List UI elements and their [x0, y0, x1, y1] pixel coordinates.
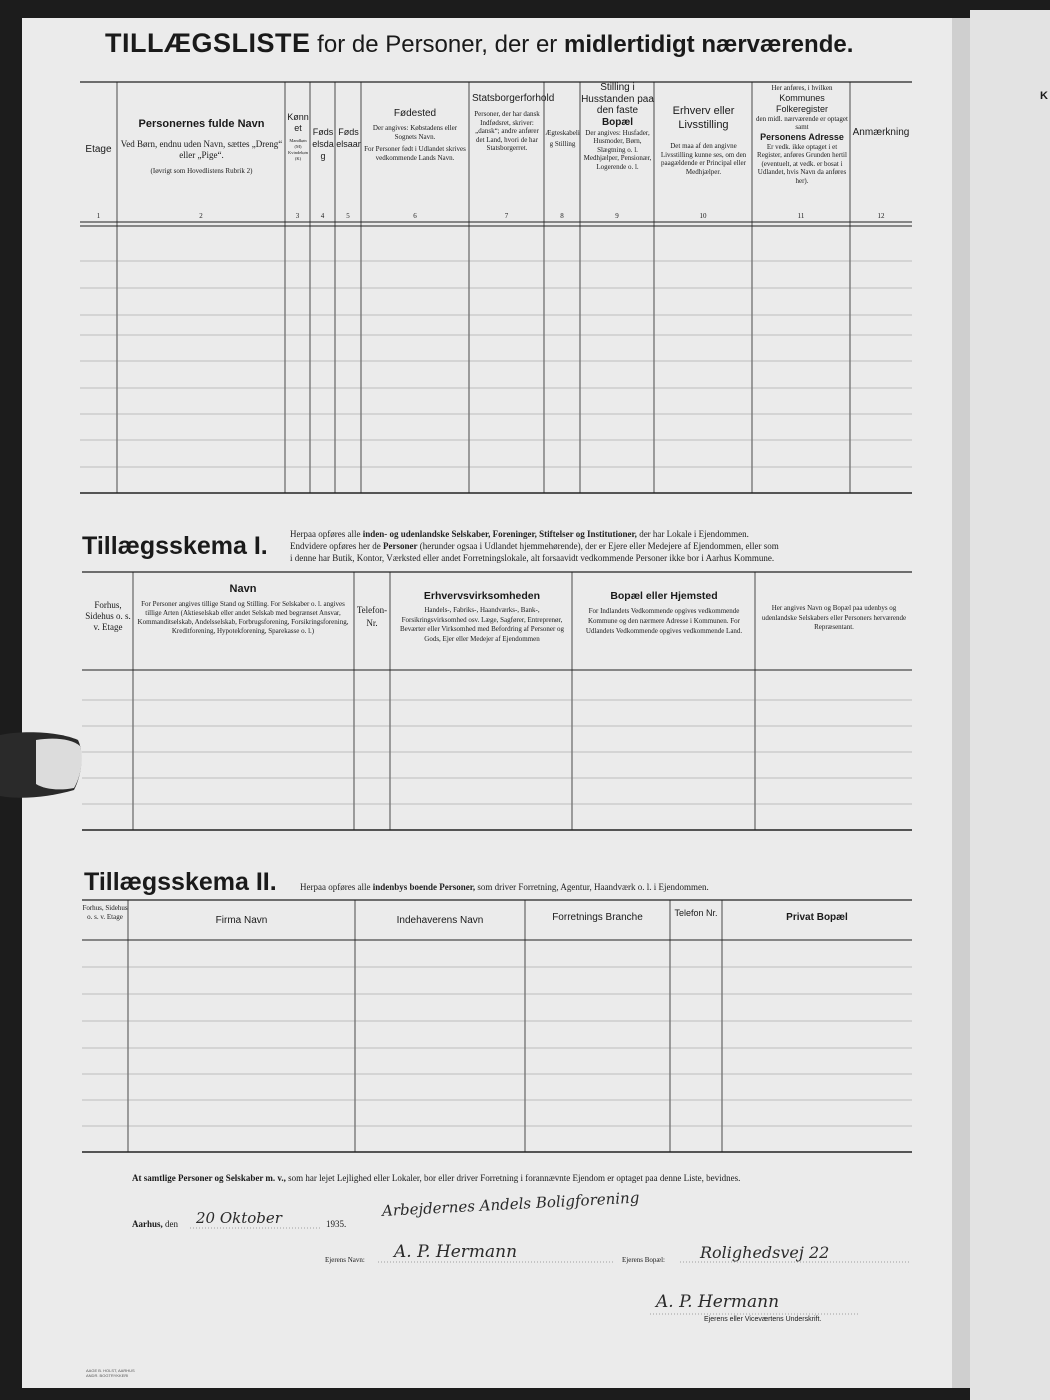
skema2-col-telefon: Telefon Nr.	[674, 908, 718, 918]
owner-address-handwritten: Rolighedsvej 22	[700, 1243, 830, 1262]
col-anmaerkning-header: Anmærkning	[852, 127, 910, 138]
owner-name-handwritten: A. P. Hermann	[394, 1242, 518, 1262]
facing-page-letter: K	[1040, 90, 1048, 102]
skema1-col-telefon: Telefon-Nr.	[356, 605, 388, 628]
col-number: 12	[877, 212, 885, 220]
col-number: 9	[615, 212, 619, 220]
skema1-col-erhverv: Erhvervsvirksomheden Handels-, Fabriks-, Haandværks-, Bank-, Forsikringsvirksomhed osv. Læge, Sagfører, Entreprenør, Beværter eller Virksomhed med Befordring af Personer og Gods, Ejer eller Medejer af Ejendommen	[399, 590, 565, 643]
col-number: 4	[320, 212, 325, 220]
skema1-col-etage: Forhus, Sidehus o. s. v. Etage	[85, 600, 131, 632]
col-navn-header: Personernes fulde Navn Ved Børn, endnu uden Navn, sættes „Dreng“ eller „Pige“. (Iøvrigt som Hovedlistens Rubrik 2)	[120, 118, 283, 175]
skema2-col-privat: Privat Bopæl	[786, 912, 848, 923]
col-foedselsdag-header: Fødselsdag	[312, 127, 334, 161]
col-number: 8	[560, 212, 564, 220]
skema2-title: Tillægsskema II.	[84, 868, 277, 896]
skema1-title: Tillægsskema I.	[82, 532, 268, 560]
signature-handwritten: A. P. Hermann	[656, 1292, 780, 1312]
signature-label: Ejerens eller Viceværtens Underskrift.	[704, 1316, 822, 1323]
col-statsborger-header: Statsborgerforhold Personer, der har dansk Indfødsret, skriver: „dansk“; andre anfører det Land, hvori de har Statsborgerret.	[472, 93, 555, 152]
col-number: 10	[699, 212, 707, 220]
skema1-col-repraesentant: Her angives Navn og Bopæl paa udenbys og udenlandske Selskabers eller Personers herværende Repræsentant.	[761, 604, 907, 631]
owner-address-label: Ejerens Bopæl:	[622, 1256, 665, 1264]
skema2-col-branche: Forretnings Branche	[552, 912, 643, 923]
skema1-col-navn: Navn For Personer angives tillige Stand og Stilling. For Selskaber o. l. angives tillige Arten (Aktieselskab eller andet Selskab med begrænset Ansvar, Kommanditselskab, Andelsselskab, Forbrugsforening, Forsikringsforening, Kreditforening, Hypotekforening, Sparekasse o. l.)	[137, 583, 349, 635]
col-foedested-header: Fødested Der angives: Købstadens eller Sognets Navn. For Personer født i Udlandet skrives vedkommende Lands Navn.	[364, 108, 466, 162]
col-folkeregister-header: Her anføres, i hvilken Kommunes Folkeregister den midl. nærværende er optaget samt Personens Adresse Er vedk. ikke optaget i et Register, anføres Grunden hertil (eventuelt, at vedk. er bosat i Udlandet, hvis Navn da anføres her).	[756, 84, 848, 185]
skema2-col-etage: Forhus, Sidehus o. s. v. Etage	[82, 904, 128, 921]
col-number: 2	[199, 212, 203, 220]
col-number: 11	[797, 212, 805, 220]
skema2-description: Herpaa opføres alle indenbys boende Personer, som driver Forretning, Agentur, Haandværk o. l. i Ejendommen.	[300, 882, 709, 892]
col-number: 3	[295, 212, 300, 220]
city-label: Aarhus, den	[132, 1219, 179, 1229]
printer-mark: AAGE B. HOLST, AARHUS ANDR. BOGTRYKKERI	[86, 1368, 135, 1378]
liste-title-mid: for de Personer, der er	[317, 31, 558, 58]
liste-title-big: TILLÆGSLISTE	[105, 28, 311, 58]
col-stilling-header: Stilling i Husstanden paa den faste Bopæl Der angives: Husfader, Husmoder, Børn, Slægtning o. l. Medhjælper, Pensionær, Logerende o. l.	[581, 82, 654, 171]
skema2-col-firma: Firma Navn	[215, 915, 268, 926]
col-etage-header: Etage	[85, 144, 112, 155]
col-number: 6	[413, 212, 417, 220]
organization-handwritten: Arbejdernes Andels Boligforening	[381, 1188, 640, 1220]
col-foedselsaar-header: Fødselsaar	[336, 127, 361, 149]
skema1-description: Herpaa opføres alle inden- og udenlandske Selskaber, Foreninger, Stiftelser og Institutioner, der har Lokale i Ejendommen. Endvidere opføres her de Personer (herunder ogsaa i Udlandet hjemmehørende), der er Ejere eller Medejere af Ejendommen, eller som i denne har Butik, Kontor, Værksted eller andet Forretningslokale, alt forsaavidt vedkommende Personer ikke bor i Aarhus Kommune.	[290, 529, 779, 563]
col-erhverv-header: Erhverv eller Livsstilling Det maa af den angivne Livsstilling kunne ses, om den paagældende er Principal eller Medhjælper.	[660, 105, 747, 176]
attestation-text: At samtlige Personer og Selskaber m. v., som har lejet Lejlighed eller Lokaler, bor eller driver Forretning i forannævnte Ejendom er optaget paa denne Liste, bevidnes.	[132, 1173, 741, 1183]
col-number: 1	[96, 212, 101, 220]
owner-name-label: Ejerens Navn:	[325, 1256, 365, 1264]
col-number: 7	[504, 212, 509, 220]
liste-title-bold: midlertidigt nærværende.	[563, 31, 854, 58]
year-label: 1935.	[326, 1219, 347, 1229]
liste-title	[105, 28, 925, 59]
col-aegteskab-header: Ægteskabelig Stilling	[545, 129, 580, 148]
date-handwritten: 20 Oktober	[196, 1209, 282, 1227]
skema2-col-indehaver: Indehaverens Navn	[396, 915, 484, 926]
col-number: 5	[346, 212, 350, 220]
col-koen-header: Kønnet Mandkøn (M) Kvindekøn (K)	[287, 112, 309, 161]
skema1-col-bopael: Bopæl eller Hjemsted For Indlandets Vedkommende opgives vedkommende Kommune og den nærmere Adresse i Kommunen. For Udlandets Vedkommende opgives vedkommende Land.	[585, 590, 743, 635]
